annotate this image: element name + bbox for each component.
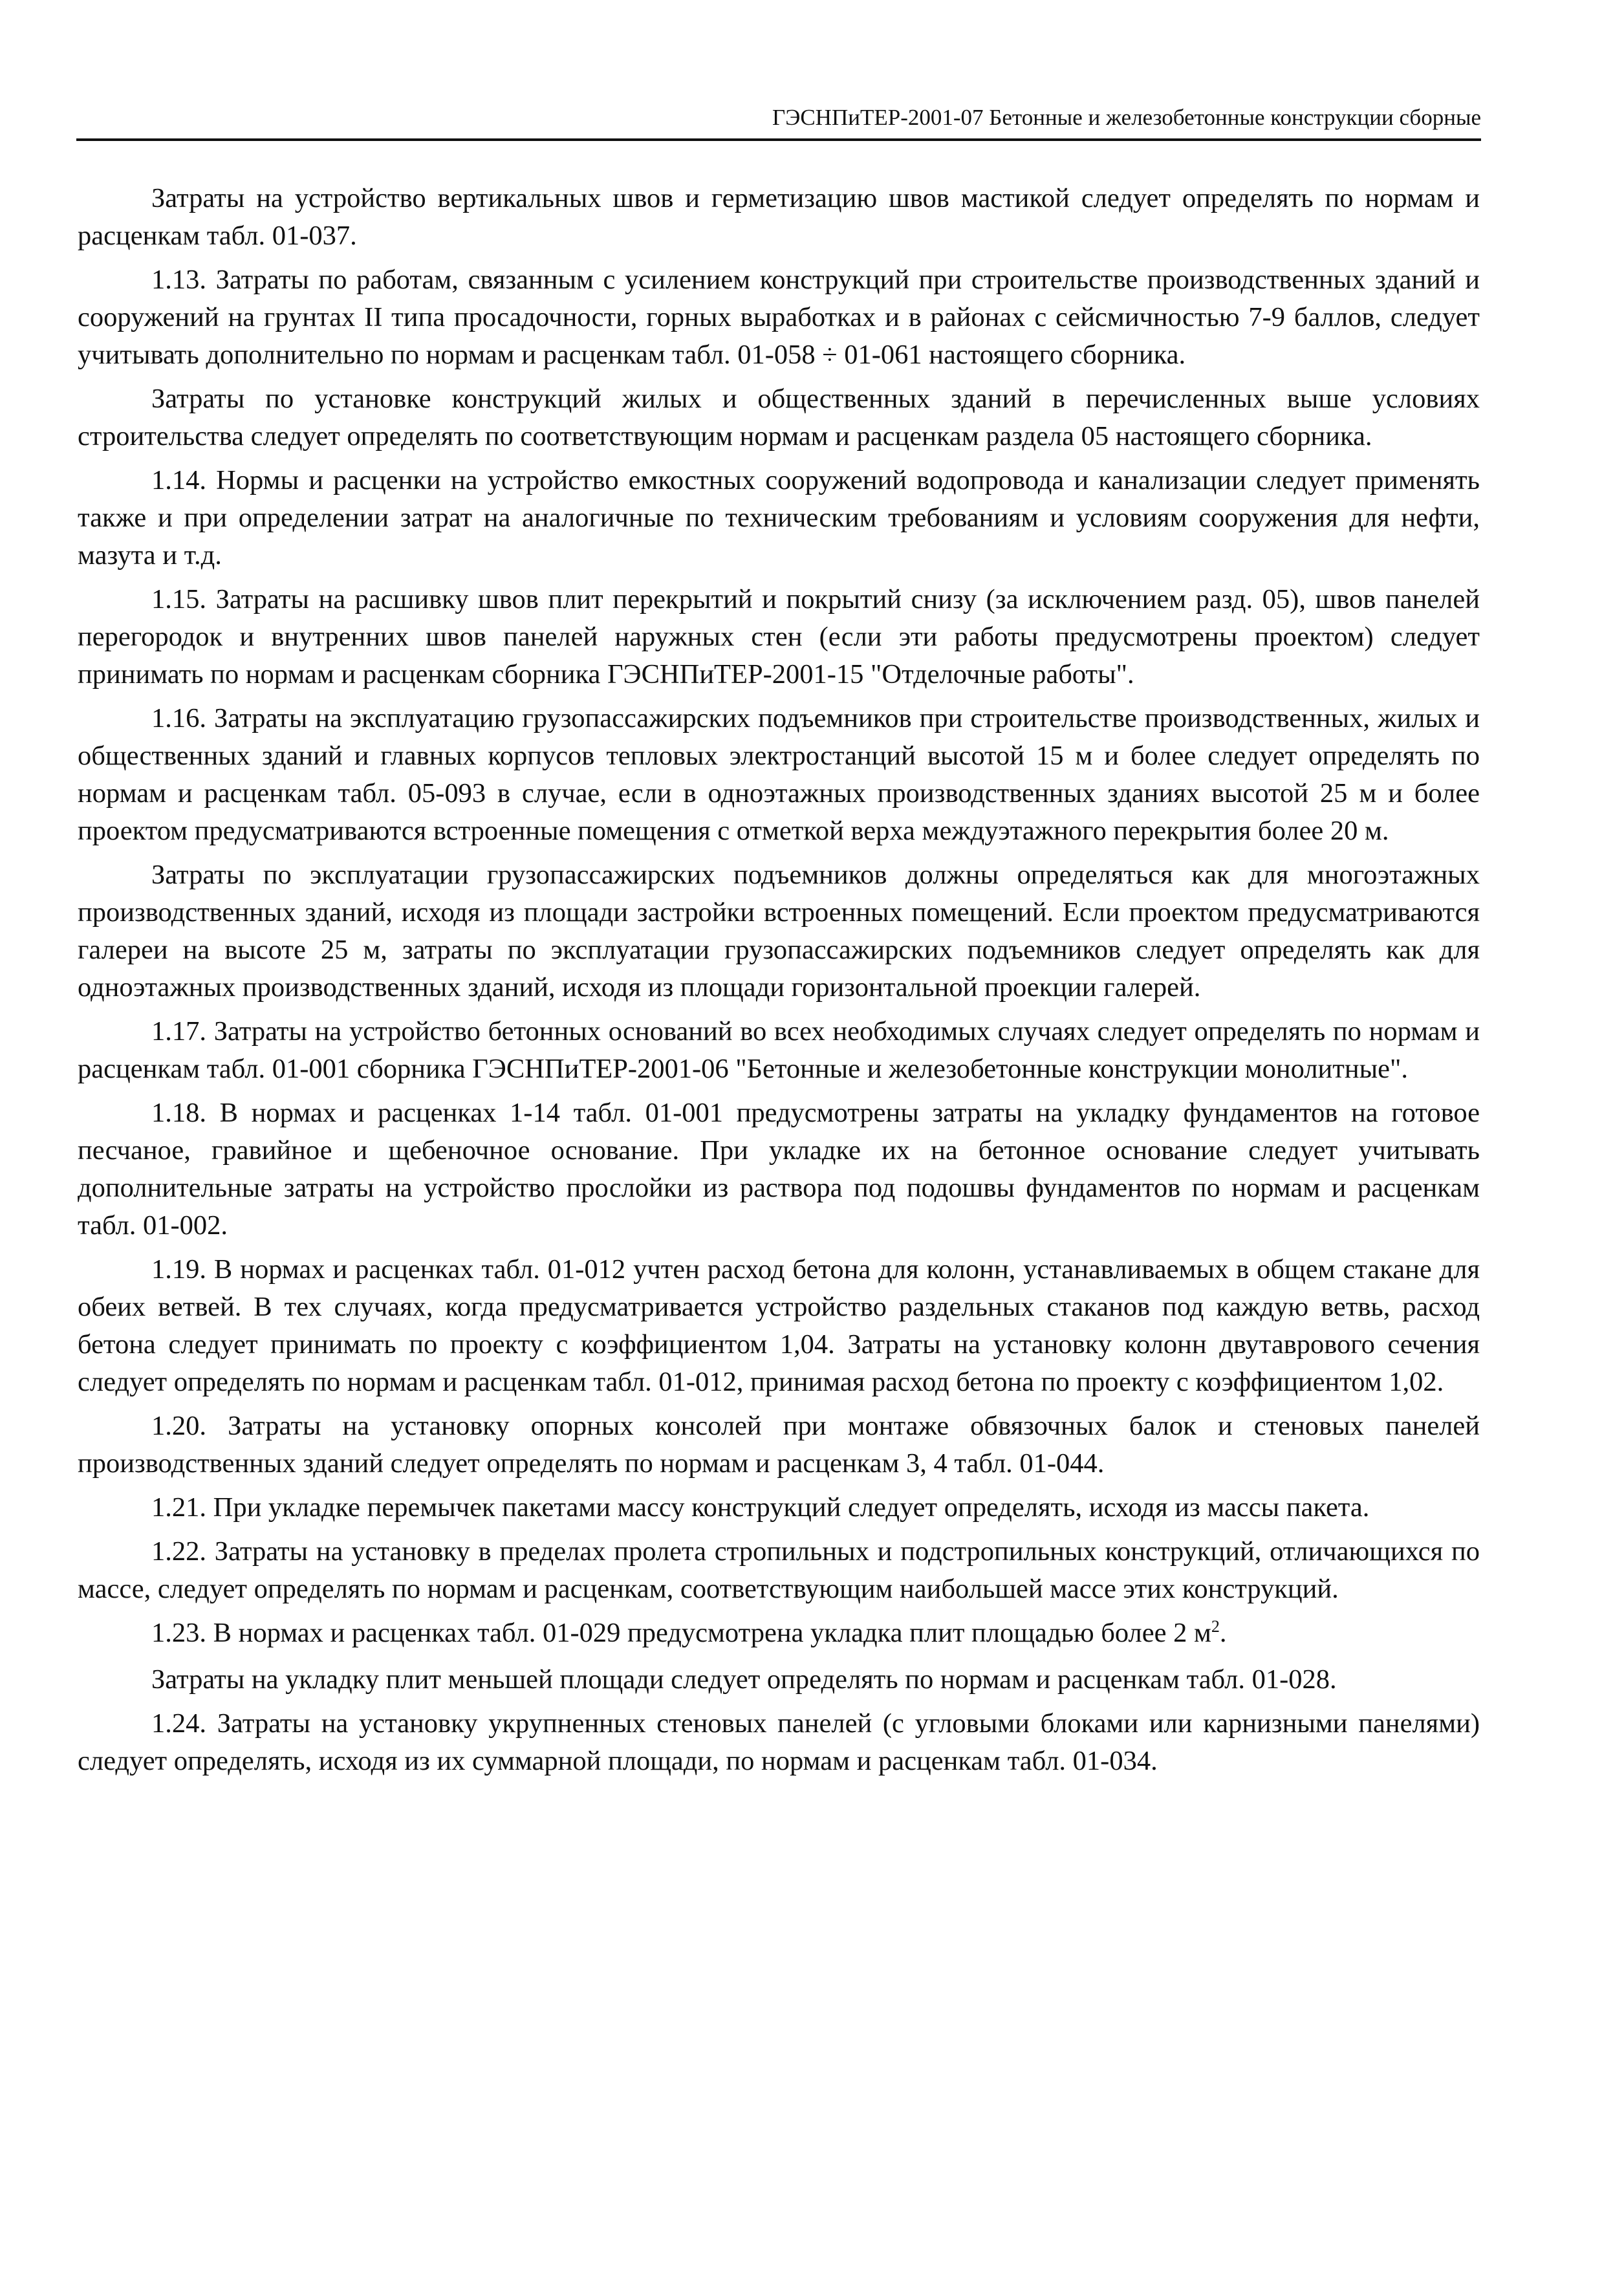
paragraph-1-20: 1.20. Затраты на установку опорных консолей при монтаже обвязочных балок и стеновых панелей производственных зданий следует определять по нормам и расценкам 3, 4 табл. 01-044.: [78, 1411, 1480, 1479]
paragraph-1-17: 1.17. Затраты на устройство бетонных оснований во всех необходимых случаях следует определять по нормам и расценкам табл. 01-001 сборника ГЭСНПиТЕР-2001-06 "Бетонные и железобетонные конструкции монолитные".: [78, 1016, 1480, 1084]
paragraph-1-14: 1.14. Нормы и расценки на устройство емкостных сооружений водопровода и канализации следует применять также и при определении затрат на аналогичные по техническим требованиям и условиям сооружения для нефти, мазута и т.д.: [78, 465, 1480, 570]
paragraph-1-23-text: 1.23. В нормах и расценках табл. 01-029 предусмотрена укладка плит площадью более 2 м: [151, 1618, 1211, 1648]
running-header: ГЭСНПиТЕР-2001-07 Бетонные и железобетонные конструкции сборные: [76, 102, 1481, 141]
paragraph-1-21: 1.21. При укладке перемычек пакетами массу конструкций следует определять, исходя из массы пакета.: [151, 1492, 1370, 1523]
paragraph-1-16: 1.16. Затраты на эксплуатацию грузопассажирских подъемников при строительстве производственных, жилых и общественных зданий и главных корпусов тепловых электростанций высотой 15 м и более следует определять по нормам и расценкам табл. 05-093 в случае, если в одноэтажных производственных зданиях высотой 25 м и более проектом предусматриваются встроенные помещения с отметкой верха междуэтажного перекрытия более 20 м.: [78, 703, 1480, 846]
paragraph-1-13: 1.13. Затраты по работам, связанным с усилением конструкций при строительстве производственных зданий и сооружений на грунтах II типа просадочности, горных выработках и в районах с сейсмичностью 7-9 баллов, следует учитывать дополнительно по нормам и расценкам табл. 01-058 ÷ 01-061 настоящего сборника.: [78, 265, 1480, 370]
paragraph-1-22: 1.22. Затраты на установку в пределах пролета стропильных и подстропильных конструкций, отличающихся по массе, следует определять по нормам и расценкам, соответствующим наибольшей массе этих конструкций.: [78, 1536, 1480, 1604]
paragraph-seams-sealing: Затраты на устройство вертикальных швов и герметизацию швов мастикой следует определять по нормам и расценкам табл. 01-037.: [78, 183, 1480, 251]
paragraph-1-13-residential: Затраты по установке конструкций жилых и общественных зданий в перечисленных выше условиях строительства следует определять по соответствующим нормам и расценкам раздела 05 настоящего сборника.: [78, 384, 1480, 451]
document-body: [78, 180, 1480, 1787]
paragraph-1-23: [78, 1614, 1480, 1652]
square-exponent: 2: [1211, 1616, 1220, 1636]
paragraph-1-24: 1.24. Затраты на установку укрупненных стеновых панелей (с угловыми блоками или карнизными панелями) следует определять, исходя из их суммарной площади, по нормам и расценкам табл. 01-034.: [78, 1708, 1480, 1776]
paragraph-1-18: 1.18. В нормах и расценках 1-14 табл. 01-001 предусмотрены затраты на укладку фундаментов на готовое песчаное, гравийное и щебеночное основание. При укладке их на бетонное основание следует учитывать дополнительные затраты на устройство прослойки из раствора под подошвы фундаментов по нормам и расценкам табл. 01-002.: [78, 1098, 1480, 1241]
paragraph-1-23-small-slabs: Затраты на укладку плит меньшей площади следует определять по нормам и расценкам табл. 01-028.: [151, 1664, 1337, 1695]
paragraph-1-23-tail: .: [1219, 1618, 1227, 1648]
paragraph-1-15: 1.15. Затраты на расшивку швов плит перекрытий и покрытий снизу (за исключением разд. 05), швов панелей перегородок и внутренних швов панелей наружных стен (если эти работы предусмотрены проектом) следует принимать по нормам и расценкам сборника ГЭСНПиТЕР-2001-15 "Отделочные работы".: [78, 584, 1480, 690]
paragraph-1-19: 1.19. В нормах и расценках табл. 01-012 учтен расход бетона для колонн, устанавливаемых в общем стакане для обеих ветвей. В тех случаях, когда предусматривается устройство раздельных стаканов под каждую ветвь, расход бетона следует принимать по проекту с коэффициентом 1,04. Затраты на установку колонн двутаврового сечения следует определять по нормам и расценкам табл. 01-012, принимая расход бетона по проекту с коэффициентом 1,02.: [78, 1254, 1480, 1397]
paragraph-1-16-lifts: Затраты по эксплуатации грузопассажирских подъемников должны определяться как для многоэтажных производственных зданий, исходя из площади застройки встроенных помещений. Если проектом предусматриваются галереи на высоте 25 м, затраты по эксплуатации грузопассажирских подъемников следует определять как для одноэтажных производственных зданий, исходя из площади горизонтальной проекции галерей.: [78, 860, 1480, 1003]
